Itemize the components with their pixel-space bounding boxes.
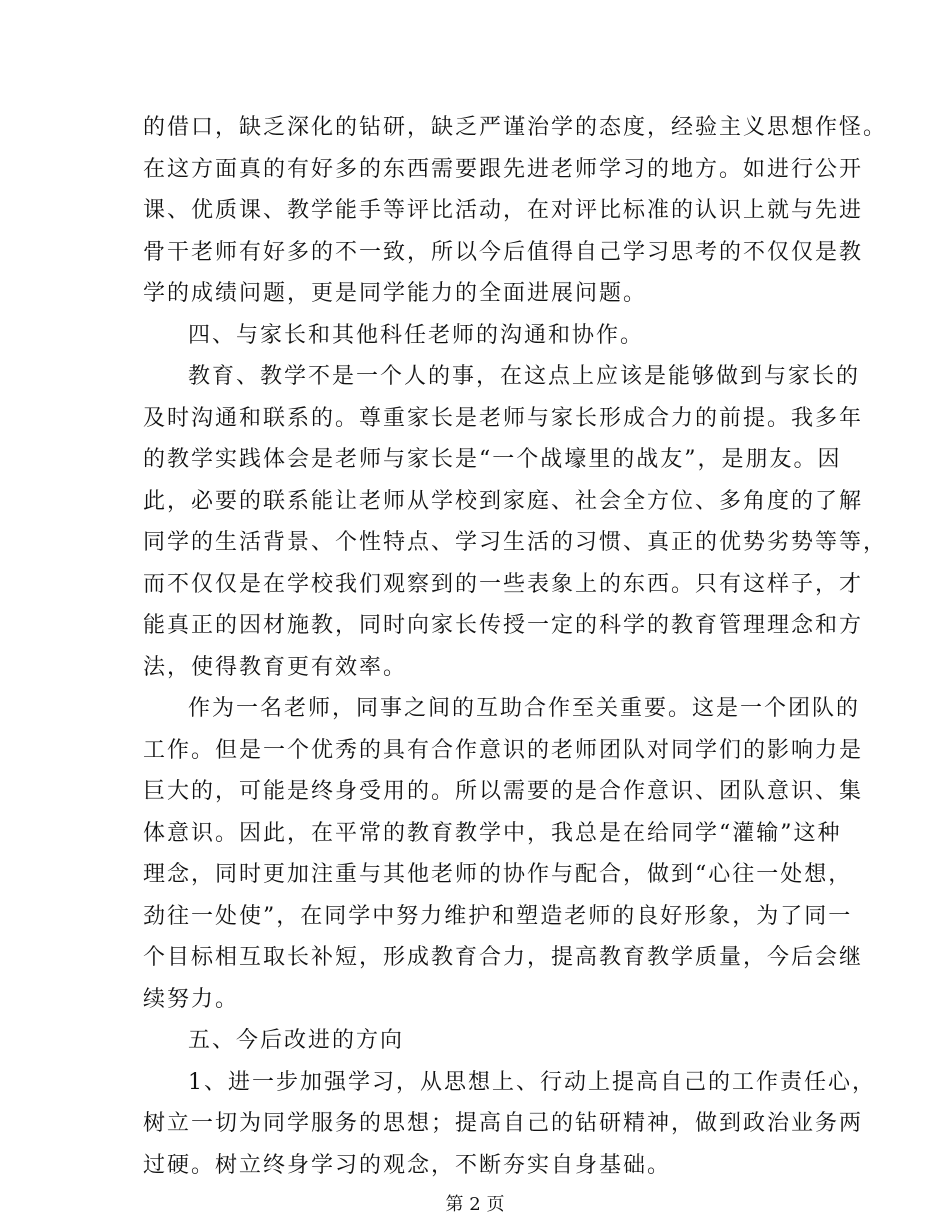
- text-line: 法，使得教育更有效率。: [143, 655, 408, 680]
- text-line: 理念，同时更加注重与其他老师的协作与配合，做到“心往一处想，: [143, 862, 853, 887]
- section-heading: 五、今后改进的方向: [188, 1028, 405, 1053]
- text-line: 工作。但是一个优秀的具有合作意识的老师团队对同学们的影响力是: [143, 738, 864, 763]
- text-line: 教育、教学不是一个人的事，在这点上应该是能够做到与家长的: [188, 364, 861, 389]
- text-line: 的借口，缺乏深化的钻研，缺乏严谨治学的态度，经验主义思想作怪。: [143, 115, 888, 140]
- text-line: 同学的生活背景、个性特点、学习生活的习惯、真正的优势劣势等等，: [143, 530, 888, 555]
- page-number: 第 2 页: [445, 1194, 505, 1215]
- text-line: 在这方面真的有好多的东西需要跟先进老师学习的地方。如进行公开: [143, 157, 864, 182]
- text-line: 1、进一步加强学习，从思想上、行动上提高自己的工作责任心，: [188, 1070, 876, 1095]
- text-line: 巨大的，可能是终身受用的。所以需要的是合作意识、团队意识、集: [143, 779, 864, 804]
- text-line: 过硬。树立终身学习的观念，不断夯实自身基础。: [143, 1153, 672, 1178]
- text-line: 的教学实践体会是老师与家长是“一个战壕里的战友”，是朋友。因: [143, 447, 842, 472]
- text-line: 体意识。因此，在平常的教育教学中，我总是在给同学“灌输”这种: [143, 821, 842, 846]
- text-line: 个目标相互取长补短，形成教育合力，提高教育教学质量，今后会继: [143, 945, 864, 970]
- section-heading: 四、与家长和其他科任老师的沟通和协作。: [188, 323, 645, 348]
- text-line: 树立一切为同学服务的思想；提高自己的钻研精神，做到政治业务两: [143, 1111, 864, 1136]
- text-line: 骨干老师有好多的不一致，所以今后值得自己学习思考的不仅仅是教: [143, 240, 864, 265]
- text-line: 续努力。: [143, 987, 240, 1012]
- text-line: 及时沟通和联系的。尊重家长是老师与家长形成合力的前提。我多年: [143, 406, 864, 431]
- text-line: 课、优质课、教学能手等评比活动，在对评比标准的认识上就与先进: [143, 198, 864, 223]
- text-line: 学的成绩问题，更是同学能力的全面进展问题。: [143, 281, 648, 306]
- text-line: 能真正的因材施教，同时向家长传授一定的科学的教育管理理念和方: [143, 613, 864, 638]
- text-line: 作为一名老师，同事之间的互助合作至关重要。这是一个团队的: [188, 696, 861, 721]
- text-line: 而不仅仅是在学校我们观察到的一些表象上的东西。只有这样子，才: [143, 572, 864, 597]
- text-line: 劲往一处使”，在同学中努力维护和塑造老师的良好形象，为了同一: [143, 904, 853, 929]
- text-line: 此，必要的联系能让老师从学校到家庭、社会全方位、多角度的了解: [143, 489, 864, 514]
